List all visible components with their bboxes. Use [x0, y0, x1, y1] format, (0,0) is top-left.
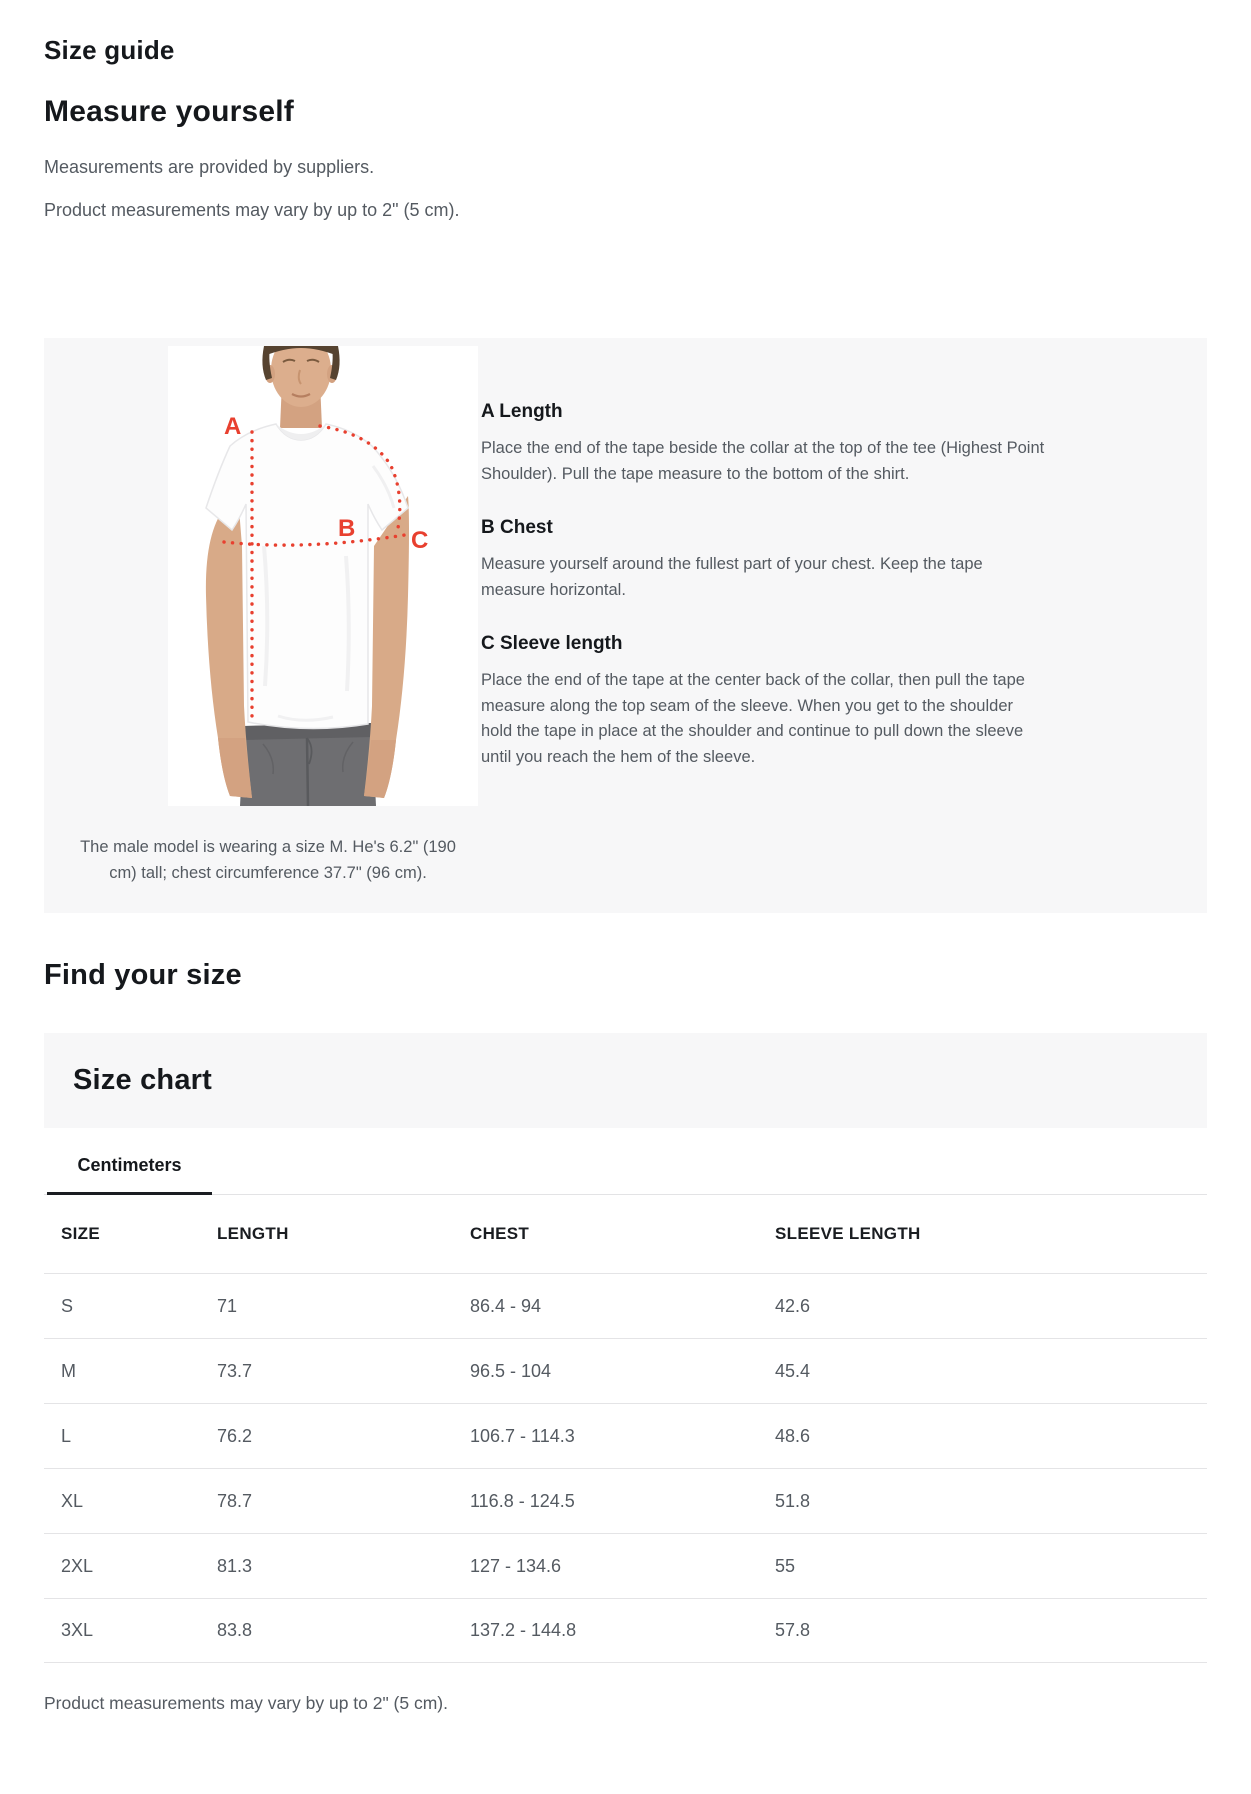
measure-instructions — [481, 338, 1207, 790]
table-row — [44, 1598, 1207, 1663]
instruction-chest-text: Measure yourself around the fullest part of your chest. Keep the tape measure horizontal. — [481, 555, 983, 599]
instruction-chest-heading: B Chest — [481, 517, 553, 538]
instruction-chest — [481, 516, 1049, 603]
cell-size: S — [61, 1295, 74, 1316]
marker-c-label: C — [411, 527, 429, 554]
cell-size: 2XL — [61, 1555, 94, 1576]
table-row — [44, 1533, 1207, 1598]
table-row — [44, 1338, 1207, 1403]
instruction-sleeve-text: Place the end of the tape at the center back of the collar, then pull the tape measure along the top seam of the sleeve. When you get to the shoulder hold the tape in place at the shoulder and continue to pull down the sleeve until you reach the hem of the sleeve. — [481, 671, 1025, 766]
cell-chest: 96.5 - 104 — [470, 1360, 552, 1381]
instruction-sleeve — [481, 632, 1049, 770]
cell-size: M — [61, 1360, 76, 1381]
cell-sleeve: 55 — [775, 1555, 796, 1576]
variance-note: Product measurements may vary by up to 2" (5 cm). — [44, 200, 460, 220]
column-header-sleeve-length: SLEEVE LENGTH — [775, 1224, 921, 1243]
instruction-sleeve-heading: C Sleeve length — [481, 633, 623, 654]
cell-sleeve: 48.6 — [775, 1425, 811, 1446]
cell-size: XL — [61, 1490, 84, 1511]
model-photo-column — [44, 338, 481, 886]
cell-length: 83.8 — [217, 1620, 253, 1640]
cell-chest: 127 - 134.6 — [470, 1555, 562, 1576]
measure-panel — [44, 338, 1207, 913]
cell-length: 73.7 — [217, 1360, 253, 1381]
cell-length: 81.3 — [217, 1555, 253, 1576]
cell-size: L — [61, 1425, 72, 1446]
table-row — [44, 1403, 1207, 1468]
size-chart-title: Size chart — [73, 1064, 212, 1096]
table-row — [44, 1273, 1207, 1338]
table-footnote: Product measurements may vary by up to 2" (5 cm). — [44, 1693, 448, 1713]
size-chart-header — [44, 1033, 1207, 1128]
model-photo — [168, 346, 478, 806]
measure-yourself-heading: Measure yourself — [44, 95, 294, 128]
column-header-size: SIZE — [61, 1224, 100, 1243]
cell-chest: 116.8 - 124.5 — [470, 1490, 575, 1511]
column-header-chest: CHEST — [470, 1224, 530, 1243]
column-header-length: LENGTH — [217, 1224, 289, 1243]
unit-tabs — [44, 1128, 1207, 1195]
cell-size: 3XL — [61, 1620, 94, 1640]
page-title: Size guide — [44, 35, 175, 65]
cell-sleeve: 57.8 — [775, 1620, 811, 1640]
table-header-row — [44, 1195, 1207, 1273]
cell-length: 76.2 — [217, 1425, 253, 1446]
cell-chest: 137.2 - 144.8 — [470, 1620, 577, 1640]
cell-length: 78.7 — [217, 1490, 253, 1511]
table-row — [44, 1468, 1207, 1533]
instruction-length-text: Place the end of the tape beside the collar at the top of the tee (Highest Point Shoulder). Pull the tape measure to the bottom of the shirt. — [481, 439, 1045, 483]
marker-a-label: A — [224, 413, 242, 440]
supplier-note: Measurements are provided by suppliers. — [44, 157, 375, 177]
instruction-length — [481, 400, 1049, 487]
find-your-size-heading: Find your size — [44, 959, 242, 991]
cell-sleeve: 51.8 — [775, 1490, 811, 1511]
size-table — [44, 1195, 1207, 1663]
model-jeans — [240, 723, 376, 806]
cell-sleeve: 42.6 — [775, 1295, 811, 1316]
cell-chest: 106.7 - 114.3 — [470, 1425, 575, 1446]
marker-b-label: B — [338, 515, 356, 542]
tab-centimeters[interactable]: Centimeters — [47, 1128, 212, 1195]
cell-chest: 86.4 - 94 — [470, 1295, 542, 1316]
size-guide-page — [0, 34, 1251, 1716]
cell-length: 71 — [217, 1295, 238, 1316]
model-caption: The male model is wearing a size M. He's 6.2" (190 cm) tall; chest circumference 37.7" (96 cm). — [80, 838, 456, 882]
instruction-length-heading: A Length — [481, 401, 563, 422]
cell-sleeve: 45.4 — [775, 1360, 811, 1381]
